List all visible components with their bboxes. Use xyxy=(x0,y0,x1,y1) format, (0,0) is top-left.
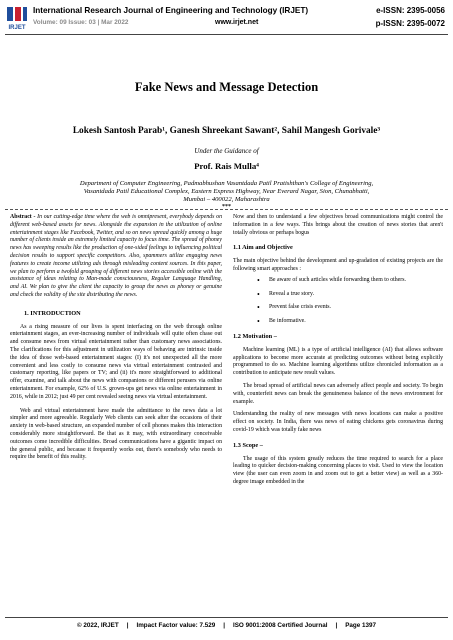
paragraph: The usage of this system greatly reduces the time required to search for a place leading to quicker decision-making concerning places to visit. Used to view the location view (the user can even zoom in and zoom out to get a better view) as well as a 360-degree image embedded in the xyxy=(233,455,443,485)
paragraph: Understanding the reality of new messages with news locations can make a positive effect on society. In India, there was news of eating chickens gets coronavirus during covid-19 which was totally fake news xyxy=(233,411,443,433)
paragraph: Now and then to understand a few objectives broad communications might control the information in a few ways. This brings about the creation of news stories that aren't totally obvious or perhaps bogus xyxy=(233,214,443,236)
list-item: • Prevent false crisis events. xyxy=(257,303,331,313)
iso-certification: ISO 9001:2008 Certified Journal xyxy=(232,622,328,629)
scope-heading: 1.3 Scope – xyxy=(233,441,263,449)
abstract-label: Abstract - xyxy=(10,214,36,220)
guidance-label: Under the Guidance of xyxy=(194,147,259,155)
list-item: • Be aware of such articles while forwarding them to others. xyxy=(257,275,406,285)
bullet-icon: • xyxy=(257,289,260,299)
bullet-icon: • xyxy=(257,303,260,313)
paragraph: Web and virtual entertainment have made the admittance to the news data a lot simpler and more agreeable. Regularly Web clients can seek after the occasions of their anxiety in web-based structure, an expanded number of cell phones makes this interaction considerably more straightforward. Be that as it may, with extraordinary conceivable outcomes come incredible difficulties. Broad communications have a gigantic impact on the general public, and because it frequently works out, there's somebody who needs to require the benefit of this reality. xyxy=(10,407,222,461)
affiliation-line: Mumbai – 400022, Maharashtra xyxy=(183,196,270,204)
irjet-logo-icon xyxy=(5,5,29,31)
impact-factor: Impact Factor value: 7.529 xyxy=(136,622,216,629)
page-number: Page 1397 xyxy=(345,622,377,629)
objective-list xyxy=(233,277,443,326)
bullet-icon: • xyxy=(257,275,260,285)
p-issn: p-ISSN: 2395-0072 xyxy=(375,19,445,28)
bullet-icon: • xyxy=(257,317,260,327)
affiliation xyxy=(18,180,435,205)
introduction-heading: 1. INTRODUCTION xyxy=(24,309,81,317)
header-divider xyxy=(5,34,448,35)
motivation-heading: 1.2 Motivation – xyxy=(233,332,277,340)
paper-title: Fake News and Message Detection xyxy=(134,80,319,94)
left-column xyxy=(10,214,222,465)
list-item: • Reveal a true story. xyxy=(257,289,315,299)
guide-name: Prof. Rais Mulla⁴ xyxy=(194,161,259,171)
right-column xyxy=(233,214,443,490)
paragraph: The main objective behind the development and up-gradation of existing projects are the following smart approaches : xyxy=(233,258,443,272)
abstract-text: In our cutting-edge time where the web is omnipresent, everybody depends on different web-based assets for news. Alongside the expansion in the utilization of online entertainment stages like Facebook, Twitter, and so on news spread quickly among a huge number of clients inside an extremely limited capacity to focus time. The spread of phoney news has sweeping results like the production of one-sided feelings to influencing political decision results to support specific competitors. Also, spammers utilize engaging news features to create income utilizing ads through misleading content sources. In this paper, we plan to perform a twofold grouping of different news stories accessible online with the assistance of ideas relating to Man-made consciousness, Regular Language Handling, and AI. We plan to give the client the capacity to group the news as phoney or genuine and check the validity of the site distributing the news. xyxy=(10,214,223,298)
paper-authors: Lokesh Santosh Parab¹, Ganesh Shreekant Sawant², Sahil Mangesh Gorivale³ xyxy=(72,126,381,136)
abstract xyxy=(10,214,222,300)
aim-heading: 1.1 Aim and Objective xyxy=(233,244,293,252)
journal-name: International Research Journal of Engineering and Technology (IRJET) xyxy=(33,6,309,15)
journal-header xyxy=(0,0,453,36)
paragraph: The broad spread of artificial news can adversely affect people and society. To begin with, counterfeit news can break the genuineness balance of the news environment for example. xyxy=(233,382,443,405)
volume-issue: Volume: 09 Issue: 03 | Mar 2022 xyxy=(33,19,129,26)
paragraph: Machine learning (ML) is a type of artificial intelligence (AI) that allows software applications to become more accurate at predicting outcomes without being explicitly programmed to do so. Machine learning algorithms utilize chronicled information as a contribution to anticipate new result values. xyxy=(233,346,443,377)
paragraph: As a rising measure of our lives is spent interfacing on the web through online entertainment stages, an ever-increasing number of individuals will quite often chase out and consume news from virtual entertainment rather than customary news associations. The clarifications for this adjustment in utilization ways of behaving are intrinsic inside the idea of those web-based entertainment stages: (I) it's not unexpected all the more convenient and less costly to consume news via virtual entertainment contrasted and customary reporting, like papers or TV; and (ii) it's more straightforward to additional offer, examine, and talk about the news with companions or different perusers via online entertainment. For example, 62% of U.S. grown-ups get news via online entertainment in 2016, while in 2012; just 49 per cent revealed seeing news via virtual entertainment. xyxy=(10,323,222,400)
separator-mark: *** xyxy=(222,204,231,210)
journal-footer: © 2022, IRJET | Impact Factor value: 7.529 | ISO 9001:2008 Certified Journal | Page 1397 xyxy=(0,622,453,629)
footer-divider xyxy=(5,617,448,618)
list-item: • Be informative. xyxy=(257,317,306,327)
copyright: © 2022, IRJET xyxy=(76,622,119,629)
e-issn: e-ISSN: 2395-0056 xyxy=(376,6,445,15)
journal-website-link[interactable]: www.irjet.net xyxy=(215,19,259,26)
affiliation-line: Vasantdada Patil Educational Complex, Eastern Express Highway, Near Everard Nagar, Sion, Chunabhatti, xyxy=(83,188,370,196)
logo-text: IRJET xyxy=(8,25,26,31)
affiliation-line: Department of Computer Engineering, Padmabhushan Vasantdada Patil Pratishthan's College of Engineering, xyxy=(79,180,374,187)
